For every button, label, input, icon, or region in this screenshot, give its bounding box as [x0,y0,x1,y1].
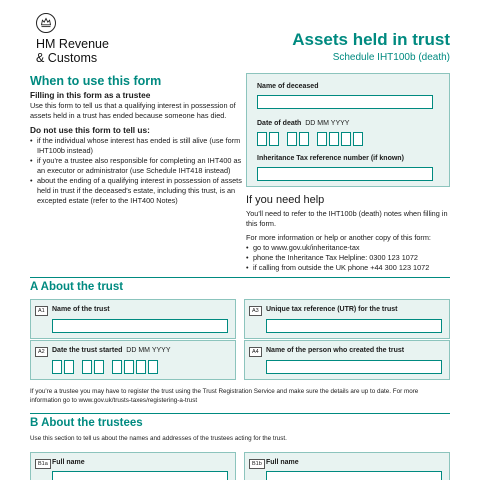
question-a4 [244,340,450,380]
date-box[interactable] [299,132,309,146]
deceased-panel [246,73,450,187]
question-label: Unique tax reference (UTR) for the trust [266,306,398,313]
date-box[interactable] [329,132,339,146]
deceased-name-label: Name of deceased [257,83,319,90]
date-box[interactable] [52,360,62,374]
list-item: • about the ending of a qualifying interest in possession of assets held in trust if the deceased's estate, including this trust, is an excepted estate (refer to the IHT400 Notes) [30,176,242,206]
date-box[interactable] [94,360,104,374]
help-list [246,243,456,273]
form-title: Assets held in trust [292,30,450,49]
filling-heading: Filling in this form as a trustee [30,90,151,100]
question-a3 [244,299,450,339]
question-label: Date the trust started DD MM YYYY [52,347,171,354]
date-box[interactable] [341,132,351,146]
question-number: A1 [35,306,48,316]
date-box[interactable] [124,360,134,374]
help-text: You'll need to refer to the IHT100b (death) notes when filling in this form. [246,209,448,228]
date-box[interactable] [353,132,363,146]
section-divider [30,277,450,278]
date-box[interactable] [136,360,146,374]
trustee-name-field[interactable] [266,471,442,480]
question-label: Name of the person who created the trust [266,347,405,354]
list-item: • if you're a trustee also responsible for completing an IHT400 as an executor or administrator (use Schedule IHT418 instead) [30,156,242,176]
date-box[interactable] [148,360,158,374]
when-to-use-section [30,74,242,206]
hmrc-crest-icon [36,13,56,33]
section-divider [30,413,450,414]
date-box[interactable] [64,360,74,374]
trustee-name-field[interactable] [52,471,228,480]
help-heading: If you need help [246,194,325,206]
when-heading: When to use this form [30,74,162,88]
donot-heading: Do not use this form to tell us: [30,125,150,135]
trust-registration-note: If you're a trustee you may have to register the trust using the Trust Registration Service and make sure the details are up to date. For more information go to www.gov.uk/trusts-taxes/registering-a-trust [30,388,419,404]
form-subtitle: Schedule IHT100b (death) [332,52,450,63]
date-box[interactable] [287,132,297,146]
date-of-death-label: Date of death DD MM YYYY [257,120,350,127]
iht-ref-field[interactable] [257,167,433,181]
list-item: • if the individual whose interest has ended is still alive (use form IHT100b instead) [30,136,242,156]
org-name-line1: HM Revenue [36,37,109,51]
question-label: Full name [266,459,299,466]
filling-text: Use this form to tell us that a qualifying interest in possession of assets held in a trust has ended because someone has died. [30,101,236,120]
utr-field[interactable] [266,319,442,333]
iht-ref-label: Inheritance Tax reference number (if known) [257,155,404,162]
question-b1a [30,452,236,480]
question-a2 [30,340,236,380]
list-item: • if calling from outside the UK phone +44 300 123 1072 [246,263,456,273]
question-a1 [30,299,236,339]
section-b-intro: Use this section to tell us about the names and addresses of the trustees acting for the trust. [30,435,287,442]
question-b1b [244,452,450,480]
trust-name-field[interactable] [52,319,228,333]
section-b-heading: B About the trustees [30,417,143,429]
date-box[interactable] [112,360,122,374]
date-box[interactable] [317,132,327,146]
question-number: B1b [249,459,265,469]
list-item: • go to www.gov.uk/inheritance-tax [246,243,456,253]
date-box[interactable] [257,132,267,146]
deceased-name-field[interactable] [257,95,433,109]
question-number: A2 [35,347,48,357]
trust-creator-field[interactable] [266,360,442,374]
question-label: Name of the trust [52,306,110,313]
list-item: • phone the Inheritance Tax Helpline: 0300 123 1072 [246,253,456,263]
question-number: A3 [249,306,262,316]
section-a-heading: A About the trust [30,281,124,293]
question-label: Full name [52,459,85,466]
help-text: For more information or help or another copy of this form: [246,233,431,242]
donot-list [30,136,242,206]
date-box[interactable] [82,360,92,374]
help-section [246,193,456,273]
question-number: A4 [249,347,262,357]
org-name-line2: & Customs [36,51,98,65]
question-number: B1a [35,459,51,469]
date-box[interactable] [269,132,279,146]
